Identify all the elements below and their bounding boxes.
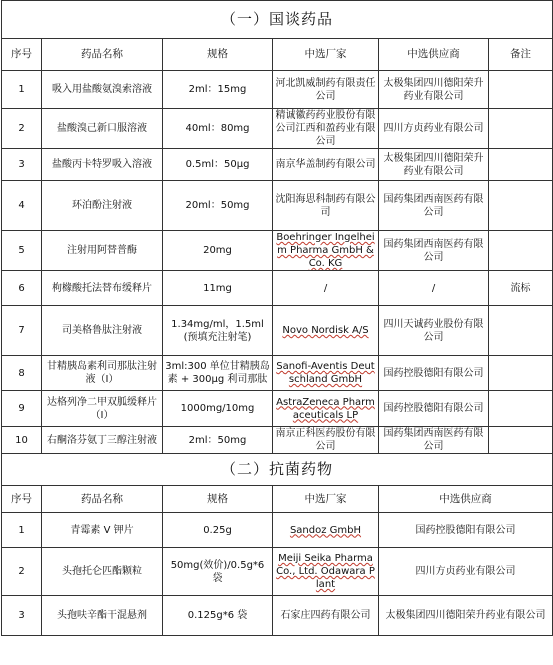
table-cell [42, 271, 163, 306]
table-cell [379, 548, 553, 596]
table-cell [273, 109, 379, 149]
table-cell [379, 181, 489, 231]
table-cell [42, 71, 163, 109]
table-cell [2, 181, 42, 231]
cell-text: 2 [18, 123, 25, 134]
cell-text: 头孢托仑匹酯颗粒 [62, 566, 142, 577]
cell-text: 6 [18, 282, 25, 294]
table-row [2, 356, 553, 391]
table-cell [273, 231, 379, 271]
table-cell [42, 149, 163, 181]
table-cell [2, 271, 42, 306]
table-cell [273, 71, 379, 109]
cell-text: 0.125g*6 袋 [187, 610, 248, 621]
column-header: 规格 [163, 39, 273, 71]
table-row [2, 271, 553, 306]
cell-text: 枸橼酸托法替布缓释片 [52, 282, 152, 294]
table-cell [489, 427, 553, 454]
cell-text: 40ml：80mg [185, 123, 250, 134]
column-header: 中选供应商 [379, 486, 553, 513]
table-cell [163, 109, 273, 149]
table-cell [273, 513, 379, 548]
cell-text: 吸入用盐酸氨溴索溶液 [52, 84, 152, 95]
cell-text: 达格列净二甲双胍缓释片（Ⅰ） [47, 396, 157, 421]
cell-text: 0.5ml：50μg [185, 159, 250, 170]
table-header-row [2, 39, 553, 71]
table-cell [2, 231, 42, 271]
table-cell [163, 181, 273, 231]
table-cell [489, 306, 553, 356]
table-row [2, 71, 553, 109]
table-cell [42, 391, 163, 427]
cell-text: 国药控股德阳有限公司 [415, 524, 516, 536]
table-row [2, 109, 553, 149]
cell-text: 青霉素 V 钾片 [70, 524, 134, 536]
cell-text: 河北凯威制药有限责任公司 [275, 77, 376, 102]
table-cell [489, 356, 553, 391]
table-cell [489, 181, 553, 231]
cell-text: 流标 [510, 282, 531, 294]
table-cell [2, 356, 42, 391]
table-cell [489, 231, 553, 271]
table-cell [273, 548, 379, 596]
cell-text: 1.34mg/ml，1.5ml (预填充注射笔) [171, 318, 264, 343]
table-cell [2, 149, 42, 181]
table-cell [42, 513, 163, 548]
table-cell [379, 356, 489, 391]
table-cell [163, 71, 273, 109]
table-cell [273, 306, 379, 356]
table-cell [273, 356, 379, 391]
table-cell [42, 231, 163, 271]
column-header: 中选厂家 [273, 39, 379, 71]
table-cell [163, 427, 273, 454]
table-cell [489, 271, 553, 306]
cell-text: 1 [18, 84, 25, 95]
table-cell [379, 149, 489, 181]
cell-text: 石家庄四药有限公司 [280, 610, 371, 621]
cell-text: 国药集团西南医药有限公司 [383, 238, 484, 263]
table-header-row [2, 486, 553, 513]
cell-text: 司美格鲁肽注射液 [62, 325, 142, 336]
cell-text: 8 [18, 367, 25, 379]
table-cell [163, 356, 273, 391]
table-cell [379, 231, 489, 271]
table-cell [2, 306, 42, 356]
cell-text: 3 [18, 610, 25, 621]
section-title-row [2, 1, 553, 39]
table-cell [273, 391, 379, 427]
cell-text: 头孢呋辛酯干混悬剂 [57, 610, 147, 621]
cell-text: 0.25g [203, 524, 232, 536]
table-cell [2, 427, 42, 454]
cell-text: 四川方贞药业有限公司 [383, 123, 484, 134]
table-cell [2, 71, 42, 109]
cell-text: 太极集团四川德阳荣升药业有限公司 [385, 610, 546, 621]
cell-text: 2 [18, 566, 25, 577]
cell-text: 甘精胰岛素利司那肽注射液（Ⅰ） [47, 361, 157, 385]
table-row [2, 513, 553, 548]
table-cell [42, 109, 163, 149]
table-cell [163, 513, 273, 548]
cell-text: 1 [18, 524, 25, 536]
cell-text: Sanofi-Aventis Deutschland GmbH [276, 361, 375, 385]
table-row [2, 548, 553, 596]
column-header: 中选供应商 [379, 39, 489, 71]
cell-text: 3 [18, 159, 25, 170]
cell-text: / [323, 282, 328, 294]
table-cell [163, 391, 273, 427]
table-cell [379, 71, 489, 109]
column-header: 序号 [2, 39, 42, 71]
cell-text: Novo Nordisk A/S [282, 325, 369, 336]
table-cell [163, 231, 273, 271]
drug-table-body [2, 1, 553, 636]
table-cell [489, 71, 553, 109]
cell-text: Sandoz GmbH [289, 524, 362, 536]
table-cell [379, 306, 489, 356]
table-cell [163, 306, 273, 356]
table-row [2, 149, 553, 181]
cell-text: / [431, 282, 436, 294]
section-title: （一）国谈药品 [2, 1, 553, 39]
table-cell [2, 596, 42, 636]
table-row [2, 306, 553, 356]
table-cell [273, 427, 379, 454]
table-cell [42, 306, 163, 356]
cell-text: 9 [18, 403, 25, 414]
table-cell [42, 356, 163, 391]
table-cell [2, 548, 42, 596]
table-cell [42, 548, 163, 596]
cell-text: Boehringer Ingelheim Pharma GmbH & Co. KG [276, 232, 375, 269]
cell-text: 20ml：50mg [185, 200, 250, 211]
cell-text: 7 [18, 325, 25, 336]
column-header: 药品名称 [42, 486, 163, 513]
table-cell [379, 427, 489, 454]
table-cell [2, 109, 42, 149]
cell-text: 国药控股德阳有限公司 [383, 403, 484, 414]
cell-text: 4 [18, 200, 25, 211]
table-cell [273, 596, 379, 636]
table-cell [163, 149, 273, 181]
table-cell [273, 271, 379, 306]
table-cell [379, 513, 553, 548]
table-cell [163, 596, 273, 636]
section-title: （二）抗菌药物 [2, 454, 553, 486]
cell-text: 环泊酚注射液 [72, 200, 132, 211]
cell-text: 5 [18, 245, 25, 256]
table-cell [42, 181, 163, 231]
drug-table [1, 0, 553, 636]
cell-text: 国药控股德阳有限公司 [383, 367, 484, 379]
table-cell [163, 271, 273, 306]
cell-text: 注射用阿替普酶 [67, 245, 137, 256]
column-header: 药品名称 [42, 39, 163, 71]
cell-text: Meiji Seika Pharma Co., Ltd. Odawara Plant [276, 553, 375, 590]
cell-text: 11mg [203, 282, 232, 294]
table-cell [2, 391, 42, 427]
cell-text: 国药集团西南医药有限公司 [383, 428, 484, 452]
table-cell [489, 391, 553, 427]
cell-text: 四川方贞药业有限公司 [415, 566, 516, 577]
column-header: 中选厂家 [273, 486, 379, 513]
cell-text: 1000mg/10mg [180, 403, 255, 414]
table-row [2, 231, 553, 271]
cell-text: 南京正科医药股份有限公司 [275, 428, 376, 452]
table-cell [273, 181, 379, 231]
section-title-row [2, 454, 553, 486]
cell-text: 2ml：15mg [188, 84, 247, 95]
cell-text: 太极集团四川德阳荣升药业有限公司 [383, 77, 484, 102]
cell-text: AstraZeneca Pharmaceuticals LP [276, 396, 375, 421]
cell-text: 右酮洛芬氨丁三醇注射液 [47, 434, 157, 446]
table-cell [2, 513, 42, 548]
table-cell [379, 271, 489, 306]
cell-text: 南京华盖制药有限公司 [275, 159, 376, 170]
table-cell [489, 109, 553, 149]
cell-text: 四川天诚药业股份有限公司 [383, 318, 484, 343]
cell-text: 盐酸溴己新口服溶液 [57, 123, 147, 134]
cell-text: 精诚徽药药业股份有限公司江西和盈药业有限公司 [275, 110, 376, 147]
table-cell [42, 596, 163, 636]
cell-text: 太极集团四川德阳荣升药业有限公司 [383, 152, 484, 177]
cell-text: 3ml:300 单位甘精胰岛素 + 300μg 利司那肽 [165, 361, 270, 385]
drug-procurement-document [1, 0, 552, 636]
table-cell [379, 391, 489, 427]
cell-text: 沈阳海思科制药有限公司 [275, 193, 376, 218]
table-cell [489, 149, 553, 181]
table-cell [273, 149, 379, 181]
column-header: 备注 [489, 39, 553, 71]
column-header: 序号 [2, 486, 42, 513]
table-row [2, 596, 553, 636]
column-header: 规格 [163, 486, 273, 513]
table-cell [379, 109, 489, 149]
table-row [2, 181, 553, 231]
table-cell [163, 548, 273, 596]
table-cell [42, 427, 163, 454]
cell-text: 盐酸丙卡特罗吸入溶液 [52, 159, 152, 170]
cell-text: 2ml：50mg [188, 434, 247, 446]
table-cell [379, 596, 553, 636]
cell-text: 20mg [203, 245, 232, 256]
cell-text: 国药集团西南医药有限公司 [383, 193, 484, 218]
table-row [2, 427, 553, 454]
cell-text: 50mg(效价)/0.5g*6 袋 [170, 559, 265, 584]
cell-text: 10 [15, 434, 28, 446]
table-row [2, 391, 553, 427]
